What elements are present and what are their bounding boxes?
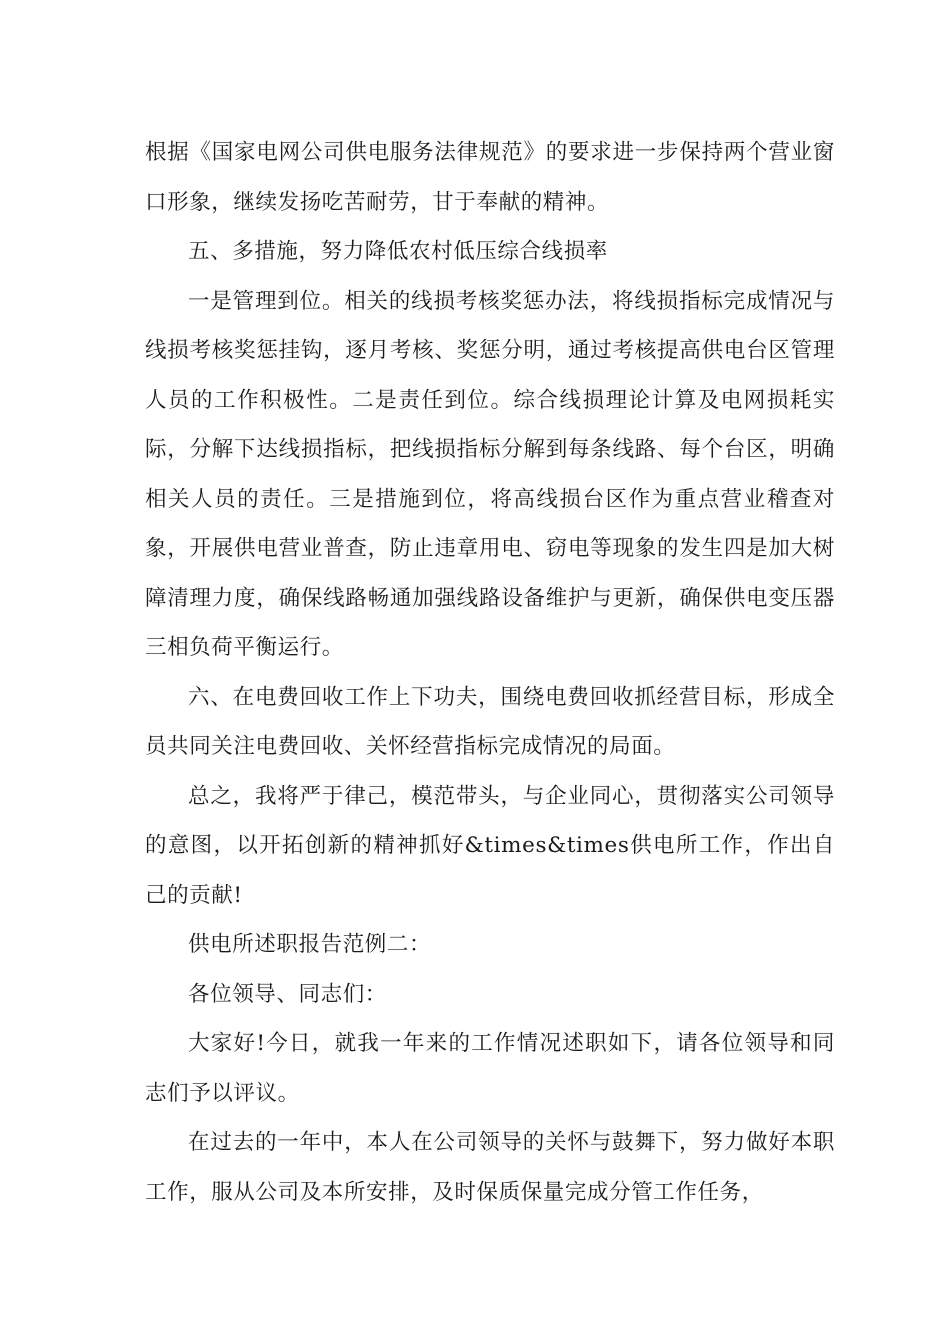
example-two-title: 供电所述职报告范例二： [188,932,432,957]
section-heading-six: 六、在电费回收工作上下功夫，围绕电费回收抓经营目标，形成全员共同关注电费回收、关怀经营指标完成情况的局面。 [145,684,835,759]
paragraph-conclusion: 总之，我将严于律己，模范带头，与企业同心，贯彻落实公司领导的意图，以开拓创新的精神抓好&times&times供电所工作，作出自己的贡献! [145,783,835,908]
salutation: 各位领导、同志们： [188,981,387,1007]
paragraph-greeting: 大家好!今日，就我一年来的工作情况述职如下，请各位领导和同志们予以评议。 [145,1031,835,1106]
paragraph-continued: 根据《国家电网公司供电服务法律规范》的要求进一步保持两个营业窗口形象，继续发扬吃苦耐劳，甘于奉献的精神。 [145,140,835,215]
paragraph-past-year: 在过去的一年中，本人在公司领导的关怀与鼓舞下，努力做好本职工作，服从公司及本所安排，及时保质保量完成分管工作任务， [145,1130,835,1205]
document-page [145,128,835,1217]
section-heading-five: 五、多措施，努力降低农村低压综合线损率 [188,239,608,264]
paragraph-line-loss-measures: 一是管理到位。相关的线损考核奖惩办法，将线损指标完成情况与线损考核奖惩挂钩，逐月考核、奖惩分明，通过考核提高供电台区管理人员的工作积极性。二是责任到位。综合线损理论计算及电网损耗实际，分解下达线损指标，把线损指标分解到每条线路、每个台区，明确相关人员的责任。三是措施到位，将高线损台区作为重点营业稽查对象，开展供电营业普查，防止违章用电、窃电等现象的发生四是加大树障清理力度，确保线路畅通加强线路设备维护与更新，确保供电变压器三相负荷平衡运行。 [145,288,835,660]
